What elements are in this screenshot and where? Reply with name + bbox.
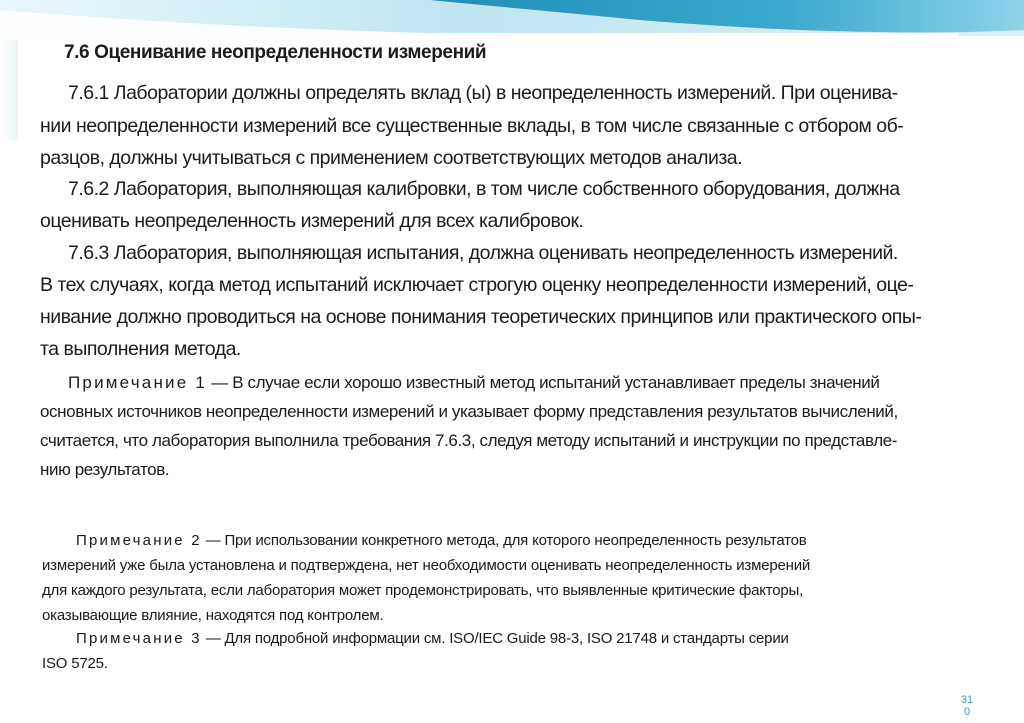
left-edge-decoration (0, 40, 18, 140)
note-3-label: Примечание 3 (76, 630, 202, 647)
note-1-line: считается, что лаборатория выполнила требования 7.6.3, следуя методу испытаний и инструкции по представле- (40, 431, 898, 450)
paragraph-line: нии неопределенности измерений все существенные вклады, в том числе связанные с отбором об- (40, 115, 904, 137)
paragraph-line: разцов, должны учитываться с применением соответствующих методов анализа. (40, 147, 743, 169)
note-2-line: Примечание 2 — При использовании конкретного метода, для которого неопределенность результатов (76, 532, 807, 549)
page-number: 310 (960, 694, 974, 718)
note-2-label: Примечание 2 (76, 532, 202, 549)
paragraph-line: оценивать неопределенность измерений для всех калибровок. (40, 210, 584, 232)
note-1-line: основных источников неопределенности измерений и указывает форму представления результатов вычислений, (40, 402, 898, 421)
note-3-line: Примечание 3 — Для подробной информации см. ISO/IEC Guide 98-3, ISO 21748 и стандарты серии (76, 630, 789, 647)
paragraph-line: В тех случаях, когда метод испытаний исключает строгую оценку неопределенности измерений, оце- (40, 274, 914, 296)
note-1-line: нию результатов. (40, 460, 170, 479)
note-1-line: Примечание 1 — В случае если хорошо известный метод испытаний устанавливает пределы значений (68, 373, 880, 392)
note-2-line: для каждого результата, если лаборатория может продемонстрировать, что выявленные критические факторы, (42, 582, 804, 599)
paragraph-line: нивание должно проводиться на основе понимания теоретических принципов или практического опы- (40, 306, 922, 328)
note-2-line: оказывающие влияние, находятся под контролем. (42, 607, 384, 624)
paragraph-line: 7.6.2 Лаборатория, выполняющая калибровки, в том числе собственного оборудования, должна (68, 178, 900, 200)
section-title: 7.6 Оценивание неопределенности измерений (64, 42, 487, 63)
note-3-line: ISO 5725. (42, 655, 108, 672)
note-1-label: Примечание 1 (68, 373, 207, 392)
paragraph-line: та выполнения метода. (40, 338, 241, 360)
note-2-line: измерений уже была установлена и подтверждена, нет необходимости оценивать неопределенность измерений (42, 557, 811, 574)
paragraph-line: 7.6.3 Лаборатория, выполняющая испытания, должна оценивать неопределенность измерений. (68, 242, 898, 264)
paragraph-line: 7.6.1 Лаборатории должны определять вклад (ы) в неопределенность измерений. При оценива- (68, 82, 898, 104)
